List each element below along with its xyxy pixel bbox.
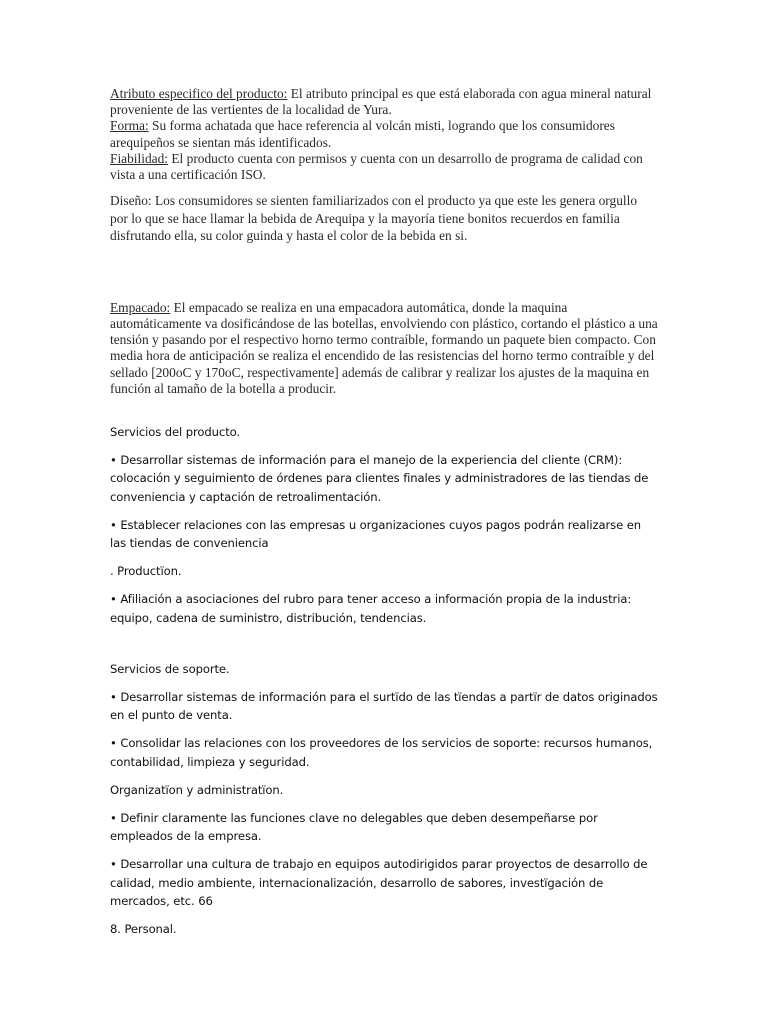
fiabilidad-label: Fiabilidad: bbox=[110, 150, 169, 166]
forma-text: Su forma achatada que hace referencia al volcán misti, logrando que los consumidores arequipeños se sientan más identificados. bbox=[110, 118, 615, 150]
document-page bbox=[110, 86, 658, 938]
servicios-soporte-heading: Servicios de soporte. bbox=[110, 661, 230, 676]
diseno-paragraph: Diseño: Los consumidores se sienten familiarizados con el producto ya que este les genera orgullo por lo que se hace llamar la bebida de Arequipa y la mayoría tiene bonitos recuerdos en familia disfrutando ella, su color guinda y hasta el color de la bebida en si. bbox=[110, 193, 638, 244]
atributo-text: El atributo principal es que está elaborada con agua mineral natural proveniente de las vertientes de la localidad de Yura. bbox=[110, 86, 652, 118]
servicios-soporte-item: • Desarrollar una cultura de trabajo en equipos autodirigidos parar proyectos de desarrollo de calidad, medio ambiente, internacionalización, desarrollo de sabores, investїgación de mercados, etc. 66 bbox=[110, 857, 648, 908]
atributo-label: Atributo especifico del producto: bbox=[110, 86, 288, 101]
servicios-producto-item: . Productїon. bbox=[110, 564, 182, 579]
empacado-label: Empacado: bbox=[110, 299, 171, 315]
forma-label: Forma: bbox=[110, 118, 149, 134]
servicios-producto-item: • Establecer relaciones con las empresas u organizaciones cuyos pagos podrán realizarse en las tiendas de conveniencia bbox=[110, 517, 641, 550]
fiabilidad-text: El producto cuenta con permisos y cuenta con un desarrollo de programa de calidad con vista a una certificación ISO. bbox=[110, 150, 643, 183]
servicios-producto-heading: Servicios del producto. bbox=[110, 424, 241, 439]
servicios-producto-item: • Afiliación a asociaciones del rubro para tener acceso a información propia de la industria: equipo, cadena de suministro, distribución, tendencias. bbox=[110, 592, 632, 625]
empacado-text: El empacado se realiza en una empacadora automática, donde la maquina automáticamente va dosificándose de las botellas, envolviendo con plástico, cortando el plástico a una tensión y pasando por el respectivo horno termo contraíble, formando un paquete bien compacto. Con media hora de anticipación se realiza el encendido de las resistencias del horno termo contraíble y del sellado [200oC y 170oC, respectivamente] además de calibrar y realizar los ajustes de la maquina en función al tamaño de la botella a producir. bbox=[110, 299, 658, 396]
servicios-producto-item: • Desarrollar sistemas de información para el manejo de la experiencia del cliente (CRM): colocación y seguimiento de órdenes para clientes finales y administradores de las tiendas de conveniencia y captación de retroalimentación. bbox=[110, 453, 649, 504]
servicios-soporte-item: • Consolidar las relaciones con los proveedores de los servicios de soporte: recursos humanos, contabilidad, limpieza y seguridad. bbox=[110, 736, 653, 769]
personal-heading: 8. Personal. bbox=[110, 922, 177, 936]
empacado-paragraph bbox=[110, 300, 658, 397]
attributes-paragraph bbox=[110, 86, 658, 183]
servicios-soporte-item: Organizatїon y administratїon. bbox=[110, 782, 284, 797]
servicios-soporte-item: • Desarrollar sistemas de información para el surtїdo de las tїendas a partїr de datos originados en el punto de venta. bbox=[110, 689, 658, 723]
servicios-soporte-item: • Definir claramente las funciones clave no delegables que deben desempeñarse por empleados de la empresa. bbox=[110, 810, 598, 844]
